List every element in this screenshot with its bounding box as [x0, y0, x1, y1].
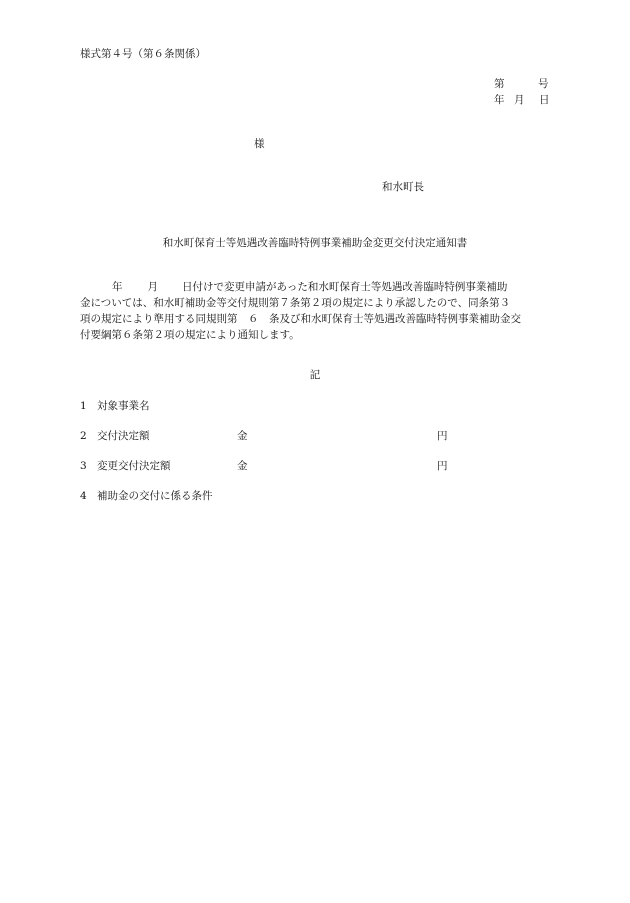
date-year-label: 年: [494, 94, 505, 106]
form-number: 様式第４号（第６条関係）: [80, 48, 206, 60]
list-item: [80, 489, 213, 503]
item-label: 交付決定額: [97, 430, 150, 442]
document-number-suffix: 号: [538, 78, 549, 90]
ki-heading: 記: [309, 369, 321, 381]
issuer-name: 和水町長: [382, 181, 424, 193]
date-day-label: 日: [539, 94, 550, 106]
notification-body: [80, 279, 554, 343]
list-item: [80, 399, 150, 413]
body-year-label: 年: [112, 281, 123, 293]
issue-date: [494, 93, 550, 107]
date-month-label: 月: [514, 94, 525, 106]
list-item: [80, 459, 448, 473]
item-label: 変更交付決定額: [97, 460, 171, 472]
amount-prefix: 金: [237, 430, 248, 442]
body-line-4: 付要綱第６条第２項の規定により通知します。: [80, 329, 300, 341]
document-number-label: 第: [494, 78, 505, 90]
body-line-2: 金については、和水町補助金等交付規則第７条第２項の規定により承認したので、同条第３: [80, 297, 511, 309]
item-number: 4: [80, 490, 87, 502]
item-number: 1: [80, 400, 87, 412]
addressee-honorific: 様: [254, 138, 265, 150]
body-month-label: 月: [147, 281, 158, 293]
body-line-3: 項の規定により準用する同規則第 ６ 条及び和水町保育士等処遇改善臨時特例事業補助金交: [80, 313, 521, 325]
document-title: 和水町保育士等処遇改善臨時特例事業補助金変更交付決定通知書: [162, 237, 468, 249]
item-number: 2: [80, 430, 87, 442]
item-label: 補助金の交付に係る条件: [97, 490, 213, 502]
item-number: 3: [80, 460, 87, 472]
amount-unit: 円: [437, 460, 448, 472]
item-label: 対象事業名: [97, 400, 150, 412]
document-number: [494, 77, 549, 91]
list-item: [80, 429, 448, 443]
amount-prefix: 金: [237, 460, 248, 472]
body-line-1-text: 日付けで変更申請があった和水町保育士等処遇改善臨時特例事業補助: [182, 281, 508, 293]
amount-unit: 円: [437, 430, 448, 442]
body-line-1: [80, 279, 554, 295]
